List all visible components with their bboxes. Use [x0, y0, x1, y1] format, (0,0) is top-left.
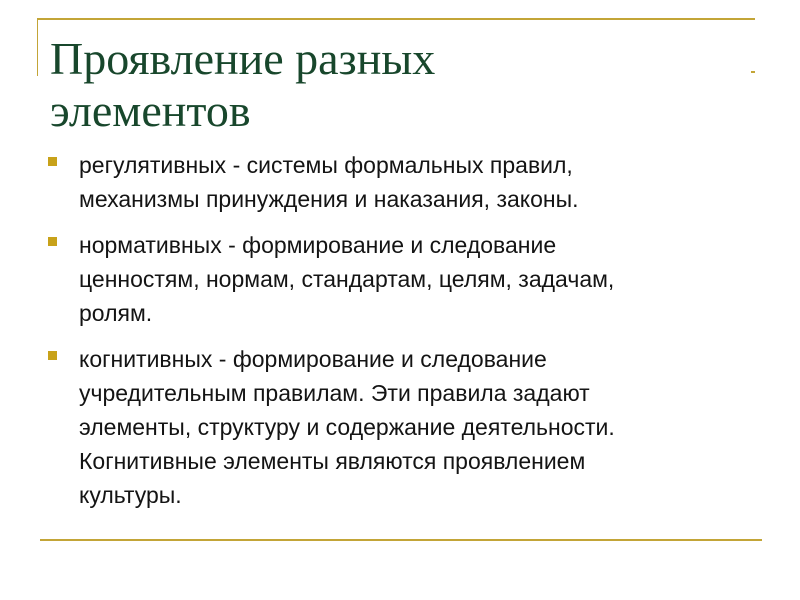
square-bullet-icon: [48, 351, 57, 360]
bullet-text: нормативных - формирование и следование ценностям, нормам, стандартам, целям, задачам, ролям.: [79, 232, 615, 326]
square-bullet-icon: [48, 237, 57, 246]
bullet-text: когнитивных - формирование и следование учредительным правилам. Эти правила задают элементы, структуру и содержание деятельности. Когнитивные элементы являются проявлением культуры.: [79, 346, 615, 508]
right-border-tick: [751, 71, 755, 73]
bullet-item-regulative: [44, 148, 764, 216]
left-border-line: [37, 18, 38, 76]
bottom-border-line: [40, 539, 762, 541]
slide-title: Проявление разных элементов: [50, 33, 436, 136]
top-border-line: [37, 18, 755, 20]
bullet-item-normative: [44, 228, 764, 330]
bullet-text: регулятивных - системы формальных правил, механизмы принуждения и наказания, законы.: [79, 152, 579, 212]
bullet-list: [44, 148, 764, 524]
bullet-item-cognitive: [44, 342, 764, 512]
square-bullet-icon: [48, 157, 57, 166]
